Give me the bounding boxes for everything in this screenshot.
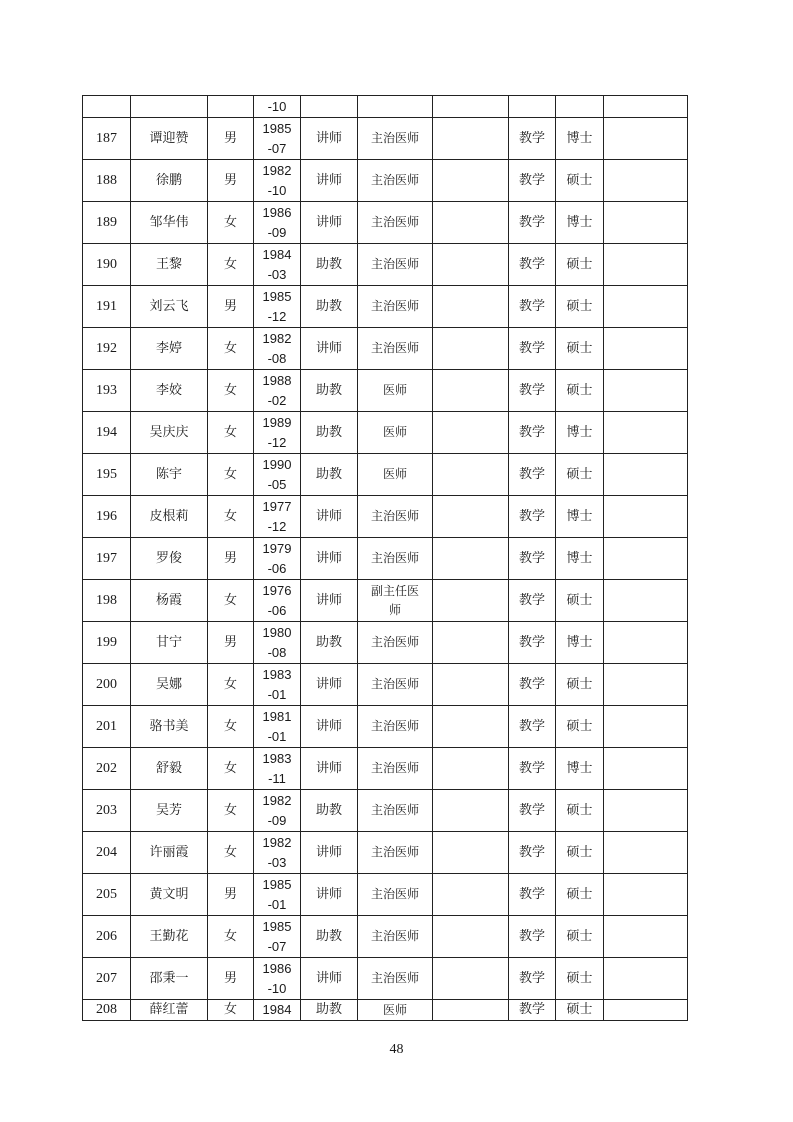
cell-category: 教学 <box>509 496 556 538</box>
cell-qualification: 副主任医师 <box>358 580 433 622</box>
cell-title: 讲师 <box>301 664 358 706</box>
cell-no: 204 <box>83 832 131 874</box>
cell-title: 讲师 <box>301 496 358 538</box>
cell-no: 201 <box>83 706 131 748</box>
table-row <box>83 496 688 538</box>
cell-remarks <box>604 622 688 664</box>
cell-blank <box>433 580 509 622</box>
birth-line: 1981 <box>262 708 292 724</box>
cell-category: 教学 <box>509 370 556 412</box>
cell-category: 教学 <box>509 412 556 454</box>
cell-remarks <box>604 160 688 202</box>
cell-name: 杨霞 <box>131 580 208 622</box>
cell-category: 教学 <box>509 118 556 160</box>
table-row <box>83 790 688 832</box>
birth-line: 1982 <box>262 834 292 850</box>
cell-gender: 男 <box>208 538 254 580</box>
table-row-continued <box>83 96 688 118</box>
cell-category: 教学 <box>509 874 556 916</box>
cell-no: 205 <box>83 874 131 916</box>
cell-blank <box>433 790 509 832</box>
birth-line: -03 <box>267 266 287 282</box>
cell-no: 200 <box>83 664 131 706</box>
cell-birth <box>254 580 301 622</box>
cell-birth <box>254 496 301 538</box>
cell-remarks <box>604 958 688 1000</box>
cell-no: 187 <box>83 118 131 160</box>
cell-no: 198 <box>83 580 131 622</box>
cell-gender <box>208 96 254 118</box>
cell-name: 刘云飞 <box>131 286 208 328</box>
cell-no: 202 <box>83 748 131 790</box>
birth-line: 1984 <box>262 246 292 262</box>
cell-title: 助教 <box>301 622 358 664</box>
cell-degree: 硕士 <box>556 1000 604 1021</box>
cell-gender: 男 <box>208 160 254 202</box>
cell-gender: 女 <box>208 244 254 286</box>
cell-category: 教学 <box>509 790 556 832</box>
cell-birth <box>254 118 301 160</box>
table-row <box>83 622 688 664</box>
cell-name: 谭迎赞 <box>131 118 208 160</box>
cell-remarks <box>604 916 688 958</box>
cell-title: 讲师 <box>301 706 358 748</box>
cell-birth <box>254 202 301 244</box>
birth-line: -06 <box>267 560 287 576</box>
birth-line: -08 <box>267 350 287 366</box>
cell-remarks <box>604 118 688 160</box>
cell-remarks <box>604 370 688 412</box>
cell-qualification: 医师 <box>358 1000 433 1021</box>
cell-name: 甘宁 <box>131 622 208 664</box>
cell-name: 许丽霞 <box>131 832 208 874</box>
cell-name: 王黎 <box>131 244 208 286</box>
cell-blank <box>433 664 509 706</box>
cell-title: 助教 <box>301 370 358 412</box>
cell-birth <box>254 538 301 580</box>
cell-degree: 博士 <box>556 412 604 454</box>
cell-gender: 男 <box>208 286 254 328</box>
cell-name <box>131 96 208 118</box>
birth-line: -10 <box>267 182 287 198</box>
cell-name: 邹华伟 <box>131 202 208 244</box>
birth-line: 1984 <box>262 1002 292 1017</box>
cell-qualification: 医师 <box>358 454 433 496</box>
cell-degree: 博士 <box>556 538 604 580</box>
cell-qualification: 主治医师 <box>358 916 433 958</box>
table-row <box>83 958 688 1000</box>
birth-line: 1982 <box>262 330 292 346</box>
cell-birth <box>254 916 301 958</box>
cell-birth <box>254 832 301 874</box>
cell-remarks <box>604 454 688 496</box>
cell-gender: 女 <box>208 454 254 496</box>
birth-line: -12 <box>267 434 287 450</box>
cell-no: 189 <box>83 202 131 244</box>
cell-remarks <box>604 664 688 706</box>
cell-birth <box>254 160 301 202</box>
cell-no: 199 <box>83 622 131 664</box>
birth-line: -08 <box>267 644 287 660</box>
cell-birth <box>254 790 301 832</box>
cell-name: 李姣 <box>131 370 208 412</box>
cell-degree: 博士 <box>556 496 604 538</box>
cell-qualification: 主治医师 <box>358 790 433 832</box>
cell-birth <box>254 622 301 664</box>
cell-no <box>83 96 131 118</box>
cell-name: 黄文明 <box>131 874 208 916</box>
birth-line: -07 <box>267 938 287 954</box>
birth-line: -09 <box>267 812 287 828</box>
cell-no: 208 <box>83 1000 131 1021</box>
cell-no: 193 <box>83 370 131 412</box>
cell-blank <box>433 96 509 118</box>
cell-title: 助教 <box>301 1000 358 1021</box>
cell-title: 助教 <box>301 454 358 496</box>
cell-birth <box>254 286 301 328</box>
cell-name: 陈宇 <box>131 454 208 496</box>
cell-title: 讲师 <box>301 580 358 622</box>
cell-title <box>301 96 358 118</box>
cell-blank <box>433 412 509 454</box>
cell-birth <box>254 244 301 286</box>
birth-line: 1986 <box>262 960 292 976</box>
cell-degree: 硕士 <box>556 916 604 958</box>
cell-birth <box>254 874 301 916</box>
cell-title: 助教 <box>301 244 358 286</box>
table-row <box>83 244 688 286</box>
birth-line: 1983 <box>262 666 292 682</box>
cell-qualification <box>358 96 433 118</box>
cell-degree: 硕士 <box>556 160 604 202</box>
cell-category: 教学 <box>509 664 556 706</box>
cell-qualification: 主治医师 <box>358 328 433 370</box>
cell-remarks <box>604 748 688 790</box>
cell-degree: 硕士 <box>556 706 604 748</box>
cell-gender: 女 <box>208 328 254 370</box>
roster-body <box>83 96 688 1021</box>
cell-name: 李婷 <box>131 328 208 370</box>
cell-blank <box>433 916 509 958</box>
cell-degree: 硕士 <box>556 790 604 832</box>
birth-line: 1982 <box>262 792 292 808</box>
cell-birth <box>254 454 301 496</box>
cell-remarks <box>604 328 688 370</box>
cell-gender: 女 <box>208 664 254 706</box>
cell-category: 教学 <box>509 748 556 790</box>
cell-degree <box>556 96 604 118</box>
cell-category: 教学 <box>509 454 556 496</box>
cell-title: 讲师 <box>301 328 358 370</box>
cell-gender: 女 <box>208 832 254 874</box>
birth-line: -07 <box>267 140 287 156</box>
cell-degree: 硕士 <box>556 874 604 916</box>
table-row <box>83 1000 688 1021</box>
cell-name: 罗俊 <box>131 538 208 580</box>
cell-birth <box>254 412 301 454</box>
cell-blank <box>433 538 509 580</box>
cell-blank <box>433 748 509 790</box>
birth-line: 1986 <box>262 204 292 220</box>
cell-blank <box>433 454 509 496</box>
cell-degree: 硕士 <box>556 664 604 706</box>
cell-blank <box>433 244 509 286</box>
cell-name: 吴庆庆 <box>131 412 208 454</box>
cell-remarks <box>604 790 688 832</box>
table-row <box>83 664 688 706</box>
cell-degree: 博士 <box>556 748 604 790</box>
cell-no: 191 <box>83 286 131 328</box>
cell-name: 王勤花 <box>131 916 208 958</box>
cell-gender: 女 <box>208 412 254 454</box>
birth-line: -01 <box>267 686 287 702</box>
cell-degree: 硕士 <box>556 244 604 286</box>
cell-blank <box>433 118 509 160</box>
birth-line: -01 <box>267 728 287 744</box>
cell-name: 吴芳 <box>131 790 208 832</box>
birth-line: 1980 <box>262 624 292 640</box>
birth-line: 1976 <box>262 582 292 598</box>
cell-gender: 女 <box>208 1000 254 1021</box>
cell-gender: 女 <box>208 580 254 622</box>
birth-line: 1985 <box>262 918 292 934</box>
birth-line: 1979 <box>262 540 292 556</box>
page-number: 48 <box>389 1042 404 1057</box>
cell-birth <box>254 706 301 748</box>
cell-remarks <box>604 1000 688 1021</box>
birth-line: 1982 <box>262 162 292 178</box>
cell-remarks <box>604 202 688 244</box>
cell-qualification: 医师 <box>358 412 433 454</box>
cell-degree: 硕士 <box>556 580 604 622</box>
cell-qualification: 主治医师 <box>358 748 433 790</box>
cell-category: 教学 <box>509 328 556 370</box>
table-row <box>83 874 688 916</box>
cell-blank <box>433 370 509 412</box>
cell-name: 皮根莉 <box>131 496 208 538</box>
cell-remarks <box>604 706 688 748</box>
birth-line: -11 <box>268 770 286 786</box>
birth-line: 1988 <box>262 372 292 388</box>
cell-blank <box>433 706 509 748</box>
cell-title: 讲师 <box>301 160 358 202</box>
cell-birth <box>254 664 301 706</box>
cell-category: 教学 <box>509 1000 556 1021</box>
cell-gender: 女 <box>208 790 254 832</box>
birth-line: 1985 <box>262 120 292 136</box>
cell-birth <box>254 370 301 412</box>
table-row <box>83 916 688 958</box>
cell-no: 192 <box>83 328 131 370</box>
cell-qualification: 主治医师 <box>358 496 433 538</box>
cell-qualification: 主治医师 <box>358 538 433 580</box>
table-row <box>83 412 688 454</box>
cell-qualification: 主治医师 <box>358 874 433 916</box>
birth-line: -09 <box>267 224 287 240</box>
cell-gender: 男 <box>208 958 254 1000</box>
birth-line: 1989 <box>262 414 292 430</box>
cell-degree: 博士 <box>556 118 604 160</box>
cell-blank <box>433 286 509 328</box>
cell-no: 195 <box>83 454 131 496</box>
cell-category: 教学 <box>509 958 556 1000</box>
cell-category: 教学 <box>509 706 556 748</box>
cell-birth: -10 <box>254 96 301 118</box>
table-row <box>83 580 688 622</box>
cell-title: 讲师 <box>301 202 358 244</box>
cell-title: 讲师 <box>301 118 358 160</box>
cell-category: 教学 <box>509 832 556 874</box>
birth-line: -02 <box>267 392 287 408</box>
cell-qualification: 主治医师 <box>358 622 433 664</box>
cell-category: 教学 <box>509 580 556 622</box>
cell-remarks <box>604 874 688 916</box>
table-row <box>83 748 688 790</box>
table-row <box>83 454 688 496</box>
cell-degree: 硕士 <box>556 370 604 412</box>
table-row <box>83 160 688 202</box>
cell-category: 教学 <box>509 244 556 286</box>
cell-category: 教学 <box>509 916 556 958</box>
cell-name: 徐鹏 <box>131 160 208 202</box>
cell-degree: 硕士 <box>556 328 604 370</box>
cell-degree: 硕士 <box>556 832 604 874</box>
birth-line: 1977 <box>262 498 292 514</box>
table-row <box>83 538 688 580</box>
cell-category: 教学 <box>509 538 556 580</box>
birth-line: 1985 <box>262 876 292 892</box>
cell-gender: 女 <box>208 916 254 958</box>
cell-blank <box>433 1000 509 1021</box>
cell-gender: 女 <box>208 202 254 244</box>
cell-degree: 硕士 <box>556 958 604 1000</box>
cell-no: 207 <box>83 958 131 1000</box>
cell-degree: 博士 <box>556 202 604 244</box>
cell-remarks <box>604 286 688 328</box>
cell-gender: 女 <box>208 748 254 790</box>
cell-remarks <box>604 244 688 286</box>
birth-line: -10 <box>267 980 287 996</box>
cell-qualification: 主治医师 <box>358 958 433 1000</box>
table-row <box>83 118 688 160</box>
cell-no: 203 <box>83 790 131 832</box>
cell-blank <box>433 202 509 244</box>
cell-no: 196 <box>83 496 131 538</box>
cell-blank <box>433 160 509 202</box>
cell-category: 教学 <box>509 202 556 244</box>
birth-line: -06 <box>267 602 287 618</box>
cell-name: 吴娜 <box>131 664 208 706</box>
cell-gender: 女 <box>208 496 254 538</box>
cell-remarks <box>604 832 688 874</box>
birth-line: -01 <box>267 896 287 912</box>
cell-name: 邵秉一 <box>131 958 208 1000</box>
cell-qualification: 主治医师 <box>358 160 433 202</box>
cell-category: 教学 <box>509 160 556 202</box>
cell-no: 188 <box>83 160 131 202</box>
cell-blank <box>433 328 509 370</box>
cell-title: 助教 <box>301 916 358 958</box>
cell-blank <box>433 496 509 538</box>
cell-category: 教学 <box>509 622 556 664</box>
cell-qualification: 主治医师 <box>358 202 433 244</box>
staff-roster-table <box>82 95 688 1021</box>
table-row <box>83 832 688 874</box>
birth-line: 1990 <box>262 456 292 472</box>
cell-blank <box>433 832 509 874</box>
cell-degree: 博士 <box>556 622 604 664</box>
table-row <box>83 202 688 244</box>
cell-name: 舒毅 <box>131 748 208 790</box>
cell-qualification: 主治医师 <box>358 244 433 286</box>
cell-remarks <box>604 412 688 454</box>
cell-qualification: 主治医师 <box>358 118 433 160</box>
cell-category <box>509 96 556 118</box>
cell-title: 讲师 <box>301 748 358 790</box>
cell-name: 骆书美 <box>131 706 208 748</box>
birth-line: -03 <box>267 854 287 870</box>
table-row <box>83 286 688 328</box>
cell-title: 助教 <box>301 286 358 328</box>
cell-qualification: 主治医师 <box>358 664 433 706</box>
cell-qualification: 主治医师 <box>358 706 433 748</box>
cell-blank <box>433 874 509 916</box>
table-row <box>83 328 688 370</box>
cell-remarks <box>604 96 688 118</box>
cell-category: 教学 <box>509 286 556 328</box>
cell-title: 讲师 <box>301 958 358 1000</box>
birth-line: 1985 <box>262 288 292 304</box>
cell-blank <box>433 622 509 664</box>
cell-title: 讲师 <box>301 538 358 580</box>
cell-blank <box>433 958 509 1000</box>
birth-line: -12 <box>267 308 287 324</box>
cell-gender: 女 <box>208 370 254 412</box>
cell-no: 197 <box>83 538 131 580</box>
cell-remarks <box>604 496 688 538</box>
cell-title: 讲师 <box>301 832 358 874</box>
cell-birth <box>254 1000 301 1021</box>
cell-degree: 硕士 <box>556 454 604 496</box>
cell-qualification: 主治医师 <box>358 286 433 328</box>
cell-gender: 男 <box>208 118 254 160</box>
cell-title: 助教 <box>301 412 358 454</box>
cell-birth <box>254 958 301 1000</box>
cell-no: 194 <box>83 412 131 454</box>
birth-line: -12 <box>267 518 287 534</box>
table-row <box>83 706 688 748</box>
cell-title: 助教 <box>301 790 358 832</box>
cell-qualification: 医师 <box>358 370 433 412</box>
cell-gender: 男 <box>208 874 254 916</box>
cell-remarks <box>604 580 688 622</box>
cell-birth <box>254 748 301 790</box>
cell-no: 190 <box>83 244 131 286</box>
cell-qualification: 主治医师 <box>358 832 433 874</box>
cell-no: 206 <box>83 916 131 958</box>
cell-gender: 男 <box>208 622 254 664</box>
cell-degree: 硕士 <box>556 286 604 328</box>
birth-line: 1983 <box>262 750 292 766</box>
cell-remarks <box>604 538 688 580</box>
cell-birth <box>254 328 301 370</box>
table-row <box>83 370 688 412</box>
cell-name: 薛红蕾 <box>131 1000 208 1021</box>
cell-title: 讲师 <box>301 874 358 916</box>
cell-gender: 女 <box>208 706 254 748</box>
birth-line: -05 <box>267 476 287 492</box>
